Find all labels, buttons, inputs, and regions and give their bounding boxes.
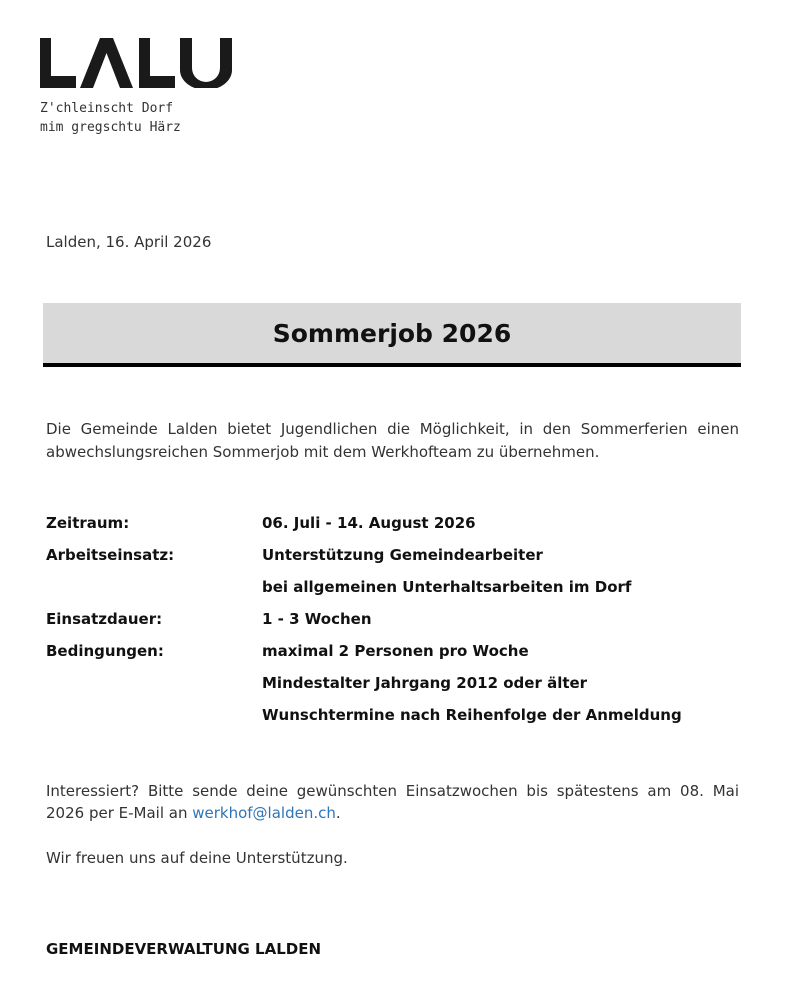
title-band [43, 303, 741, 367]
detail-value: 06. Juli - 14. August 2026 [262, 514, 476, 532]
intro-paragraph: Die Gemeinde Lalden bietet Jugendlichen die Möglichkeit, in den Sommerferien einen abwechslungsreichen Sommerjob mit dem Werkhofteam zu übernehmen. [46, 420, 739, 461]
detail-value: Wunschtermine nach Reihenfolge der Anmeldung [262, 706, 682, 724]
detail-row [46, 667, 746, 699]
closing-paragraph [46, 780, 739, 824]
detail-label: Zeitraum: [46, 514, 130, 532]
closing-end: . [335, 804, 341, 822]
email-link[interactable]: werkhof@lalden.ch [192, 804, 336, 822]
detail-label: Bedingungen: [46, 642, 164, 660]
detail-value: Unterstützung Gemeindearbeiter [262, 546, 543, 564]
detail-row [46, 507, 746, 539]
detail-row [46, 699, 746, 731]
detail-value: Mindestalter Jahrgang 2012 oder älter [262, 674, 588, 692]
details-table [46, 507, 746, 731]
tagline-line-2: mim gregschtu Härz [40, 120, 181, 135]
detail-row [46, 603, 746, 635]
logo-tagline [40, 99, 181, 137]
page-title: Sommerjob 2026 [272, 318, 512, 348]
tagline-line-1: Z'chleinscht Dorf [40, 101, 174, 116]
thanks-line: Wir freuen uns auf deine Unterstützung. [46, 849, 348, 867]
detail-value: maximal 2 Personen pro Woche [262, 642, 529, 660]
letter-date: Lalden, 16. April 2026 [46, 233, 212, 251]
detail-row [46, 571, 746, 603]
detail-value: bei allgemeinen Unterhaltsarbeiten im Dorf [262, 578, 632, 596]
detail-row [46, 635, 746, 667]
detail-label: Arbeitseinsatz: [46, 546, 175, 564]
detail-value: 1 - 3 Wochen [262, 610, 372, 628]
detail-label: Einsatzdauer: [46, 610, 163, 628]
closing-text: Interessiert? Bitte sende deine gewünschten Einsatzwochen bis spätestens am 08. Mai 2026 per E-Mail an [46, 782, 739, 822]
lalu-logo [40, 38, 246, 88]
signature: GEMEINDEVERWALTUNG LALDEN [46, 940, 322, 958]
detail-row [46, 539, 746, 571]
